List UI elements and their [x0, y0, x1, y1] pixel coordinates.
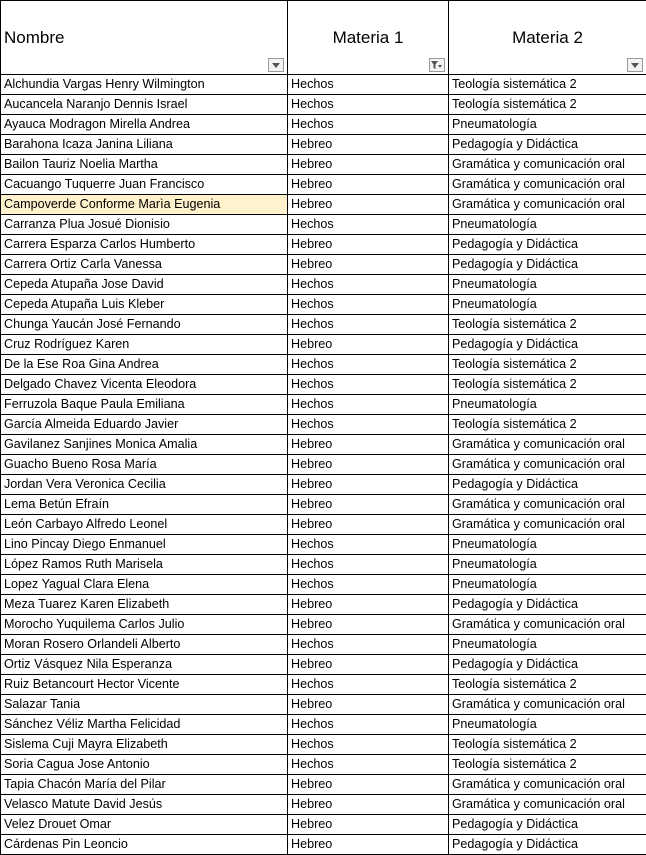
cell-materia1[interactable]: Hebreo [288, 255, 449, 275]
column-header-materia1[interactable] [288, 1, 449, 75]
cell-materia1[interactable]: Hebreo [288, 515, 449, 535]
cell-nombre[interactable]: Morocho Yuquilema Carlos Julio [1, 615, 288, 635]
cell-materia2[interactable]: Pedagogía y Didáctica [449, 595, 646, 615]
cell-materia1[interactable]: Hebreo [288, 455, 449, 475]
cell-nombre[interactable]: Lema Betún Efraín [1, 495, 288, 515]
cell-materia1[interactable]: Hebreo [288, 155, 449, 175]
cell-materia1[interactable]: Hechos [288, 355, 449, 375]
cell-materia2[interactable]: Pedagogía y Didáctica [449, 135, 646, 155]
table-row [1, 715, 646, 735]
cell-materia1[interactable]: Hechos [288, 295, 449, 315]
cell-materia1[interactable]: Hechos [288, 735, 449, 755]
table-row [1, 555, 646, 575]
cell-nombre[interactable]: García Almeida Eduardo Javier [1, 415, 288, 435]
cell-nombre[interactable]: Lino Pincay Diego Enmanuel [1, 535, 288, 555]
table-row [1, 695, 646, 715]
cell-materia2[interactable]: Teología sistemática 2 [449, 735, 646, 755]
cell-materia1[interactable]: Hechos [288, 635, 449, 655]
dropdown-arrow-icon [271, 61, 281, 69]
cell-materia1[interactable]: Hebreo [288, 135, 449, 155]
cell-nombre[interactable]: De la Ese Roa Gina Andrea [1, 355, 288, 375]
cell-nombre[interactable]: Velasco Matute David Jesús [1, 795, 288, 815]
cell-nombre[interactable]: Sánchez Véliz Martha Felicidad [1, 715, 288, 735]
cell-materia2[interactable]: Teología sistemática 2 [449, 95, 646, 115]
cell-materia1[interactable]: Hechos [288, 715, 449, 735]
table-row [1, 455, 646, 475]
cell-nombre[interactable]: Alchundia Vargas Henry Wilmington [1, 75, 288, 95]
cell-materia1[interactable]: Hechos [288, 95, 449, 115]
cell-materia2[interactable]: Teología sistemática 2 [449, 355, 646, 375]
cell-materia2[interactable]: Pedagogía y Didáctica [449, 815, 646, 835]
cell-materia2[interactable]: Pneumatología [449, 295, 646, 315]
cell-nombre[interactable]: León Carbayo Alfredo Leonel [1, 515, 288, 535]
table-row [1, 275, 646, 295]
table-row [1, 615, 646, 635]
cell-materia2[interactable]: Pneumatología [449, 275, 646, 295]
table-row [1, 495, 646, 515]
table-row [1, 395, 646, 415]
cell-nombre[interactable]: Aucancela Naranjo Dennis Israel [1, 95, 288, 115]
table-row [1, 775, 646, 795]
cell-materia2[interactable]: Gramática y comunicación oral [449, 495, 646, 515]
cell-materia2[interactable]: Gramática y comunicación oral [449, 455, 646, 475]
cell-materia2[interactable]: Teología sistemática 2 [449, 755, 646, 775]
table-row [1, 295, 646, 315]
table-row [1, 175, 646, 195]
table-row [1, 375, 646, 395]
cell-nombre[interactable]: Lopez Yagual Clara Elena [1, 575, 288, 595]
cell-materia1[interactable]: Hebreo [288, 235, 449, 255]
cell-nombre[interactable]: Carrera Esparza Carlos Humberto [1, 235, 288, 255]
cell-materia1[interactable]: Hebreo [288, 815, 449, 835]
table-row [1, 835, 646, 855]
cell-nombre[interactable]: Carranza Plua Josué Dionisio [1, 215, 288, 235]
filter-dropdown-button-materia2[interactable] [627, 58, 643, 72]
table-row [1, 135, 646, 155]
cell-nombre[interactable]: Ruiz Betancourt Hector Vicente [1, 675, 288, 695]
cell-materia1[interactable]: Hechos [288, 415, 449, 435]
cell-nombre[interactable]: Cárdenas Pin Leoncio [1, 835, 288, 855]
cell-nombre[interactable]: Velez Drouet Omar [1, 815, 288, 835]
cell-materia1[interactable]: Hechos [288, 275, 449, 295]
table-row [1, 535, 646, 555]
cell-materia1[interactable]: Hebreo [288, 775, 449, 795]
cell-materia1[interactable]: Hebreo [288, 195, 449, 215]
cell-materia2[interactable]: Pneumatología [449, 215, 646, 235]
table-row [1, 235, 646, 255]
table-row [1, 655, 646, 675]
cell-materia2[interactable]: Pneumatología [449, 715, 646, 735]
cell-materia1[interactable]: Hechos [288, 115, 449, 135]
cell-materia1[interactable]: Hebreo [288, 435, 449, 455]
table-row [1, 595, 646, 615]
cell-materia2[interactable]: Pneumatología [449, 555, 646, 575]
table-row [1, 575, 646, 595]
cell-materia1[interactable]: Hebreo [288, 495, 449, 515]
cell-nombre[interactable]: Cruz Rodríguez Karen [1, 335, 288, 355]
cell-materia1[interactable]: Hebreo [288, 175, 449, 195]
cell-nombre[interactable]: Ayauca Modragon Mirella Andrea [1, 115, 288, 135]
table-row [1, 315, 646, 335]
cell-nombre[interactable]: Ortiz Vásquez Nila Esperanza [1, 655, 288, 675]
cell-nombre[interactable]: López Ramos Ruth Marisela [1, 555, 288, 575]
cell-materia1[interactable]: Hebreo [288, 835, 449, 855]
cell-nombre[interactable]: Carrera Ortiz Carla Vanessa [1, 255, 288, 275]
cell-materia2[interactable]: Teología sistemática 2 [449, 75, 646, 95]
cell-materia2[interactable]: Teología sistemática 2 [449, 415, 646, 435]
cell-materia1[interactable]: Hechos [288, 675, 449, 695]
table-row [1, 115, 646, 135]
cell-materia1[interactable]: Hechos [288, 215, 449, 235]
table-row [1, 415, 646, 435]
cell-nombre[interactable]: Sislema Cuji Mayra Elizabeth [1, 735, 288, 755]
cell-materia2[interactable]: Gramática y comunicación oral [449, 775, 646, 795]
table-row [1, 355, 646, 375]
cell-materia1[interactable]: Hechos [288, 555, 449, 575]
cell-materia1[interactable]: Hechos [288, 755, 449, 775]
table-row [1, 755, 646, 775]
cell-materia1[interactable]: Hebreo [288, 795, 449, 815]
cell-materia1[interactable]: Hechos [288, 395, 449, 415]
cell-materia2[interactable]: Gramática y comunicación oral [449, 695, 646, 715]
cell-nombre[interactable]: Delgado Chavez Vicenta Eleodora [1, 375, 288, 395]
cell-nombre[interactable]: Barahona Icaza Janina Liliana [1, 135, 288, 155]
table-row [1, 815, 646, 835]
cell-materia2[interactable]: Pedagogía y Didáctica [449, 235, 646, 255]
table-row [1, 155, 646, 175]
table-row [1, 795, 646, 815]
cell-nombre[interactable]: Jordan Vera Veronica Cecilia [1, 475, 288, 495]
table-row [1, 95, 646, 115]
column-header-nombre[interactable] [1, 1, 288, 75]
cell-nombre[interactable]: Meza Tuarez Karen Elizabeth [1, 595, 288, 615]
cell-nombre[interactable]: Campoverde Conforme Marìa Eugenia [1, 195, 288, 215]
table-row [1, 515, 646, 535]
cell-materia2[interactable]: Pneumatología [449, 115, 646, 135]
cell-nombre[interactable]: Cacuango Tuquerre Juan Francisco [1, 175, 288, 195]
filter-applied-icon [431, 60, 443, 70]
cell-materia2[interactable]: Pneumatología [449, 395, 646, 415]
column-header-label: Materia 2 [449, 28, 646, 48]
cell-materia2[interactable]: Gramática y comunicación oral [449, 175, 646, 195]
cell-materia2[interactable]: Gramática y comunicación oral [449, 435, 646, 455]
cell-materia1[interactable]: Hebreo [288, 335, 449, 355]
cell-materia2[interactable]: Teología sistemática 2 [449, 315, 646, 335]
cell-nombre[interactable]: Gavilanez Sanjines Monica Amalia [1, 435, 288, 455]
cell-materia1[interactable]: Hechos [288, 535, 449, 555]
cell-materia2[interactable]: Gramática y comunicación oral [449, 615, 646, 635]
cell-materia2[interactable]: Pedagogía y Didáctica [449, 255, 646, 275]
cell-materia1[interactable]: Hebreo [288, 615, 449, 635]
cell-materia1[interactable]: Hechos [288, 575, 449, 595]
cell-nombre[interactable]: Salazar Tania [1, 695, 288, 715]
dropdown-arrow-icon [630, 61, 640, 69]
cell-materia2[interactable]: Pedagogía y Didáctica [449, 835, 646, 855]
cell-materia2[interactable]: Pneumatología [449, 535, 646, 555]
cell-nombre[interactable]: Cepeda Atupaña Luis Kleber [1, 295, 288, 315]
column-header-label: Materia 1 [288, 28, 448, 48]
cell-materia2[interactable]: Pedagogía y Didáctica [449, 335, 646, 355]
cell-nombre[interactable]: Tapia Chacón María del Pilar [1, 775, 288, 795]
cell-materia2[interactable]: Pedagogía y Didáctica [449, 655, 646, 675]
filter-dropdown-button-materia1[interactable] [429, 58, 445, 72]
cell-materia2[interactable]: Teología sistemática 2 [449, 675, 646, 695]
cell-materia2[interactable]: Pneumatología [449, 635, 646, 655]
cell-materia1[interactable]: Hechos [288, 75, 449, 95]
column-header-label: Nombre [1, 28, 287, 48]
table-row [1, 675, 646, 695]
cell-materia1[interactable]: Hebreo [288, 595, 449, 615]
cell-materia2[interactable]: Pneumatología [449, 575, 646, 595]
cell-nombre[interactable]: Cepeda Atupaña Jose David [1, 275, 288, 295]
table-row [1, 435, 646, 455]
cell-materia1[interactable]: Hebreo [288, 695, 449, 715]
table-row [1, 735, 646, 755]
table-row [1, 255, 646, 275]
cell-materia2[interactable]: Gramática y comunicación oral [449, 795, 646, 815]
table-row [1, 75, 646, 95]
cell-nombre[interactable]: Soria Cagua Jose Antonio [1, 755, 288, 775]
cell-materia1[interactable]: Hebreo [288, 655, 449, 675]
header-row [1, 1, 646, 75]
cell-nombre[interactable]: Chunga Yaucán José Fernando [1, 315, 288, 335]
cell-materia2[interactable]: Gramática y comunicación oral [449, 195, 646, 215]
column-header-materia2[interactable] [449, 1, 646, 75]
table-row [1, 215, 646, 235]
cell-nombre[interactable]: Moran Rosero Orlandeli Alberto [1, 635, 288, 655]
cell-materia1[interactable]: Hechos [288, 315, 449, 335]
cell-materia2[interactable]: Gramática y comunicación oral [449, 515, 646, 535]
table-row [1, 195, 646, 215]
filter-dropdown-button-nombre[interactable] [268, 58, 284, 72]
table-row [1, 475, 646, 495]
cell-materia1[interactable]: Hechos [288, 375, 449, 395]
cell-nombre[interactable]: Guacho Bueno Rosa María [1, 455, 288, 475]
cell-nombre[interactable]: Ferruzola Baque Paula Emiliana [1, 395, 288, 415]
cell-materia1[interactable]: Hebreo [288, 475, 449, 495]
cell-materia2[interactable]: Teología sistemática 2 [449, 375, 646, 395]
table-row [1, 635, 646, 655]
cell-materia2[interactable]: Pedagogía y Didáctica [449, 475, 646, 495]
table-row [1, 335, 646, 355]
cell-materia2[interactable]: Gramática y comunicación oral [449, 155, 646, 175]
table-body [1, 75, 646, 855]
cell-nombre[interactable]: Bailon Tauriz Noelia Martha [1, 155, 288, 175]
